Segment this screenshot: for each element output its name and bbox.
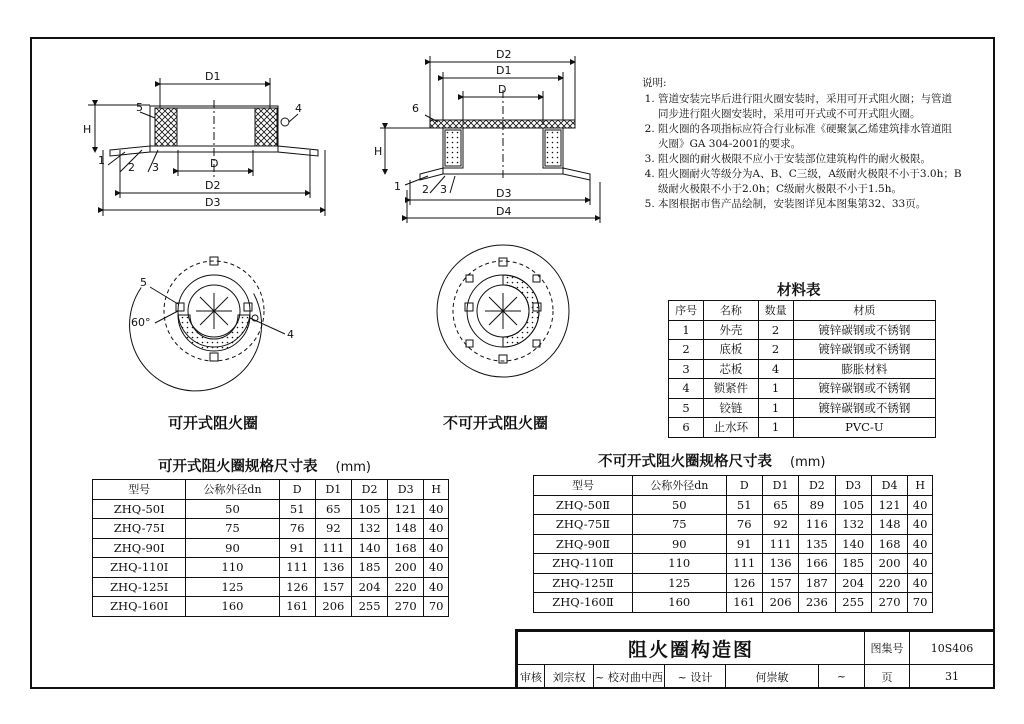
open_table-header-cell: D [279, 480, 315, 500]
closed_table-row [534, 554, 933, 574]
note-item-4: 4. 阻火圈耐火等级分为A、B、C三级，A级耐火极限不小于3.0h；B级耐火极限不小于2.0h；C级耐火极限不小于1.5h。 [658, 167, 962, 197]
materials-row [669, 418, 936, 438]
dim-label-d2: D2 [205, 179, 221, 192]
open_table-cell: 50 [186, 499, 279, 519]
open_table-cell: 140 [351, 538, 387, 558]
materials-cell: 2 [758, 320, 793, 340]
closed_table-cell: 89 [799, 495, 835, 515]
open_table-cell: 200 [388, 558, 424, 578]
open_table-cell: ZHQ-160Ⅰ [93, 597, 186, 617]
note-item-5: 5. 本图根据市售产品绘制，安装图详见本图集第32、33页。 [658, 197, 962, 212]
materials-header-cell: 名称 [704, 301, 758, 321]
dim-label-d3: D3 [205, 196, 221, 209]
part-label-5: 5 [136, 101, 143, 114]
materials-table [668, 300, 936, 438]
open_table-row [93, 577, 449, 597]
materials-cell: 1 [669, 320, 704, 340]
dim-label-d1: D1 [205, 70, 221, 83]
part-label-4-plan: 4 [287, 328, 294, 341]
closed_table-header-cell: 公称外径dn [632, 476, 726, 496]
caption-openable: 可开式阻火圈 [168, 414, 259, 432]
open_table-cell: 40 [424, 538, 449, 558]
open_table-cell: 111 [279, 558, 315, 578]
closed-table-unit: (mm) [790, 455, 826, 470]
materials-cell: 5 [669, 398, 704, 418]
open_table-cell: 160 [186, 597, 279, 617]
closed_table-cell: 166 [799, 554, 835, 574]
drawing-title: 阻火圈构造图 [518, 632, 865, 665]
checker-name: 曲中西 [629, 670, 663, 684]
part-label-3: 3 [152, 161, 159, 174]
design-label: 设计 [690, 670, 713, 684]
reviewer-signature: ~ [595, 670, 605, 684]
open_table-cell: 161 [279, 597, 315, 617]
note-item-1: 1. 管道安装完毕后进行阻火圈安装时，采用可开式阻火圈；与管道同步进行阻火圈安装时，采用可开式或不可开式阻火圈。 [658, 92, 962, 122]
open_table-cell: 40 [424, 519, 449, 539]
open_table-cell: ZHQ-75Ⅰ [93, 519, 186, 539]
open_table-cell: 255 [351, 597, 387, 617]
hinge-angle-label: 60° [131, 316, 151, 329]
open_table-cell: 136 [315, 558, 351, 578]
open-table-unit: (mm) [335, 460, 371, 475]
closed_table-cell: 111 [726, 554, 762, 574]
closed_table-cell: 40 [908, 573, 933, 593]
open_table-row [93, 519, 449, 539]
open_table-header-cell: 公称外径dn [186, 480, 279, 500]
open_table-cell: 111 [315, 538, 351, 558]
open_table-cell: 121 [388, 499, 424, 519]
dim-label-h-b: H [374, 145, 383, 158]
open_table-cell: 40 [424, 499, 449, 519]
materials-header-cell: 序号 [669, 301, 704, 321]
part-label-2-b: 2 [422, 183, 429, 196]
closed_table-row [534, 495, 933, 515]
atlas-label: 图集号 [865, 632, 910, 665]
closed-spec-table [533, 475, 933, 613]
open_table-cell: 91 [279, 538, 315, 558]
materials-cell: 4 [758, 359, 793, 379]
closed_table-cell: 185 [835, 554, 871, 574]
dim-label-d2-b: D2 [496, 48, 512, 61]
check-label: 校对 [607, 670, 630, 684]
materials-cell: 芯板 [704, 359, 758, 379]
non-openable-plan-view [437, 245, 569, 377]
materials-cell: 锁紧件 [704, 379, 758, 399]
part-label-1-b: 1 [394, 180, 401, 193]
materials-header-row [669, 301, 936, 321]
closed_table-header-cell: D [726, 476, 762, 496]
closed_table-header-cell: D2 [799, 476, 835, 496]
open_table-cell: 206 [315, 597, 351, 617]
part-label-3-b: 3 [440, 183, 447, 196]
check-label-and-name [594, 665, 665, 689]
closed_table-cell: 125 [632, 573, 726, 593]
closed_table-cell: 168 [871, 534, 907, 554]
open_table-cell: 90 [186, 538, 279, 558]
closed_table-cell: 116 [799, 515, 835, 535]
reviewer-name: 刘宗权 [545, 665, 594, 689]
open_table-cell: 105 [351, 499, 387, 519]
open_table-cell: 132 [351, 519, 387, 539]
closed_table-row [534, 573, 933, 593]
closed_table-header-cell: D4 [871, 476, 907, 496]
open_table-cell: 40 [424, 558, 449, 578]
open_table-cell: 92 [315, 519, 351, 539]
materials-cell: 1 [758, 418, 793, 438]
open_table-cell: 76 [279, 519, 315, 539]
materials-cell: 镀锌碳钢或不锈钢 [793, 398, 935, 418]
materials-cell: 1 [758, 398, 793, 418]
closed_table-cell: 91 [726, 534, 762, 554]
closed_table-cell: ZHQ-160Ⅱ [534, 593, 633, 613]
materials-cell: 底板 [704, 340, 758, 360]
materials-cell: 3 [669, 359, 704, 379]
closed_table-cell: 136 [762, 554, 798, 574]
materials-cell: 1 [758, 379, 793, 399]
open_table-cell: ZHQ-90Ⅰ [93, 538, 186, 558]
part-label-4: 4 [295, 102, 302, 115]
closed_table-cell: 187 [799, 573, 835, 593]
open_table-cell: 148 [388, 519, 424, 539]
note-item-2: 2. 阻火圈的各项指标应符合行业标准《硬聚氯乙烯建筑排水管道阻火圈》GA 304-2001的要求。 [658, 122, 962, 152]
closed_table-cell: ZHQ-125Ⅱ [534, 573, 633, 593]
designer-signature-cell [819, 665, 865, 689]
closed_table-cell: 160 [632, 593, 726, 613]
materials-cell: 铰链 [704, 398, 758, 418]
closed-table-title [598, 450, 825, 471]
closed_table-cell: 148 [871, 515, 907, 535]
materials-cell: 6 [669, 418, 704, 438]
closed_table-row [534, 593, 933, 613]
closed_table-cell: ZHQ-90Ⅱ [534, 534, 633, 554]
dim-label-d3-b: D3 [496, 187, 512, 200]
closed_table-cell: 132 [835, 515, 871, 535]
open_table-cell: 168 [388, 538, 424, 558]
closed_table-cell: 76 [726, 515, 762, 535]
open_table-cell: ZHQ-50Ⅰ [93, 499, 186, 519]
open_table-header-cell: D3 [388, 480, 424, 500]
title-block [515, 629, 995, 689]
non-openable-section-view [380, 56, 600, 223]
open_table-cell: ZHQ-110Ⅰ [93, 558, 186, 578]
atlas-number: 10S406 [910, 632, 995, 665]
page-label: 页 [865, 665, 910, 689]
open_table-cell: 70 [424, 597, 449, 617]
designer-signature: ~ [836, 670, 847, 683]
materials-title: 材料表 [777, 283, 821, 299]
dim-label-d1-b: D1 [496, 64, 512, 77]
dim-label-d4-b: D4 [496, 205, 512, 218]
materials-header-cell: 材质 [793, 301, 935, 321]
part-label-2: 2 [128, 161, 135, 174]
materials-cell: 4 [669, 379, 704, 399]
materials-cell: PVC-U [793, 418, 935, 438]
designer-name: 何崇敏 [726, 665, 819, 689]
materials-cell: 外壳 [704, 320, 758, 340]
open_table-header-cell: 型号 [93, 480, 186, 500]
closed_table-cell: ZHQ-75Ⅱ [534, 515, 633, 535]
materials-row [669, 398, 936, 418]
open-spec-table [92, 479, 449, 617]
open_table-cell: 157 [315, 577, 351, 597]
closed_table-header-cell: H [908, 476, 933, 496]
notes-heading: 说明: [642, 77, 667, 89]
closed_table-header-cell: D3 [835, 476, 871, 496]
closed_table-cell: 200 [871, 554, 907, 574]
closed_table-header-row [534, 476, 933, 496]
closed_table-cell: 135 [799, 534, 835, 554]
closed_table-cell: 40 [908, 495, 933, 515]
closed_table-cell: 236 [799, 593, 835, 613]
closed_table-cell: 65 [762, 495, 798, 515]
open_table-cell: 51 [279, 499, 315, 519]
open_table-cell: 220 [388, 577, 424, 597]
open_table-cell: 185 [351, 558, 387, 578]
closed_table-cell: 140 [835, 534, 871, 554]
materials-cell: 2 [758, 340, 793, 360]
closed_table-cell: 40 [908, 554, 933, 574]
closed_table-cell: 105 [835, 495, 871, 515]
open_table-header-cell: D1 [315, 480, 351, 500]
materials-cell: 膨胀材料 [793, 359, 935, 379]
materials-cell: 镀锌碳钢或不锈钢 [793, 379, 935, 399]
closed_table-cell: 110 [632, 554, 726, 574]
materials-cell: 2 [669, 340, 704, 360]
open_table-row [93, 538, 449, 558]
part-label-1: 1 [98, 154, 105, 167]
dim-label-h: H [83, 123, 92, 136]
materials-row [669, 359, 936, 379]
open_table-cell: 126 [279, 577, 315, 597]
open_table-header-cell: D2 [351, 480, 387, 500]
review-label: 审核 [518, 665, 545, 689]
closed_table-cell: 75 [632, 515, 726, 535]
materials-cell: 镀锌碳钢或不锈钢 [793, 320, 935, 340]
materials-header-cell: 数量 [758, 301, 793, 321]
closed_table-cell: 121 [871, 495, 907, 515]
dim-label-d: D [210, 157, 219, 170]
notes-block [642, 76, 962, 212]
closed_table-cell: 40 [908, 534, 933, 554]
closed_table-cell: 270 [871, 593, 907, 613]
open-table-title-text: 可开式阻火圈规格尺寸表 [158, 459, 318, 475]
closed_table-cell: 70 [908, 593, 933, 613]
part-label-5-plan: 5 [140, 276, 147, 289]
closed_table-cell: ZHQ-50Ⅱ [534, 495, 633, 515]
closed_table-header-cell: 型号 [534, 476, 633, 496]
closed_table-row [534, 515, 933, 535]
page-number: 31 [910, 665, 995, 689]
open_table-cell: 125 [186, 577, 279, 597]
checker-signature: ~ [677, 670, 687, 684]
materials-row [669, 340, 936, 360]
open_table-row [93, 597, 449, 617]
open_table-cell: 204 [351, 577, 387, 597]
part-label-6: 6 [412, 102, 419, 115]
closed_table-cell: 157 [762, 573, 798, 593]
closed_table-cell: 204 [835, 573, 871, 593]
materials-row [669, 379, 936, 399]
closed_table-cell: 51 [726, 495, 762, 515]
closed_table-cell: 90 [632, 534, 726, 554]
closed_table-cell: 126 [726, 573, 762, 593]
closed-table-title-text: 不可开式阻火圈规格尺寸表 [598, 454, 772, 470]
caption-non-openable: 不可开式阻火圈 [443, 414, 549, 432]
closed_table-header-cell: D1 [762, 476, 798, 496]
open_table-cell: ZHQ-125Ⅰ [93, 577, 186, 597]
closed_table-cell: 220 [871, 573, 907, 593]
materials-cell: 镀锌碳钢或不锈钢 [793, 340, 935, 360]
openable-plan-view [130, 257, 285, 391]
open_table-header-cell: H [424, 480, 449, 500]
note-item-3: 3. 阻火圈的耐火极限不应小于安装部位建筑构件的耐火极限。 [658, 152, 962, 167]
open_table-row [93, 558, 449, 578]
closed_table-cell: 92 [762, 515, 798, 535]
design-label-cell [665, 665, 726, 689]
closed_table-cell: 40 [908, 515, 933, 535]
open_table-cell: 65 [315, 499, 351, 519]
dim-label-d-b: D [498, 83, 507, 96]
open_table-cell: 75 [186, 519, 279, 539]
open_table-cell: 270 [388, 597, 424, 617]
open_table-cell: 110 [186, 558, 279, 578]
closed_table-cell: 161 [726, 593, 762, 613]
materials-row [669, 320, 936, 340]
materials-cell: 止水环 [704, 418, 758, 438]
closed_table-cell: 206 [762, 593, 798, 613]
open_table-row [93, 499, 449, 519]
open_table-cell: 40 [424, 577, 449, 597]
closed_table-cell: 111 [762, 534, 798, 554]
closed_table-cell: 255 [835, 593, 871, 613]
open_table-header-row [93, 480, 449, 500]
open-table-title [158, 455, 371, 476]
closed_table-cell: 50 [632, 495, 726, 515]
closed_table-cell: ZHQ-110Ⅱ [534, 554, 633, 574]
closed_table-row [534, 534, 933, 554]
